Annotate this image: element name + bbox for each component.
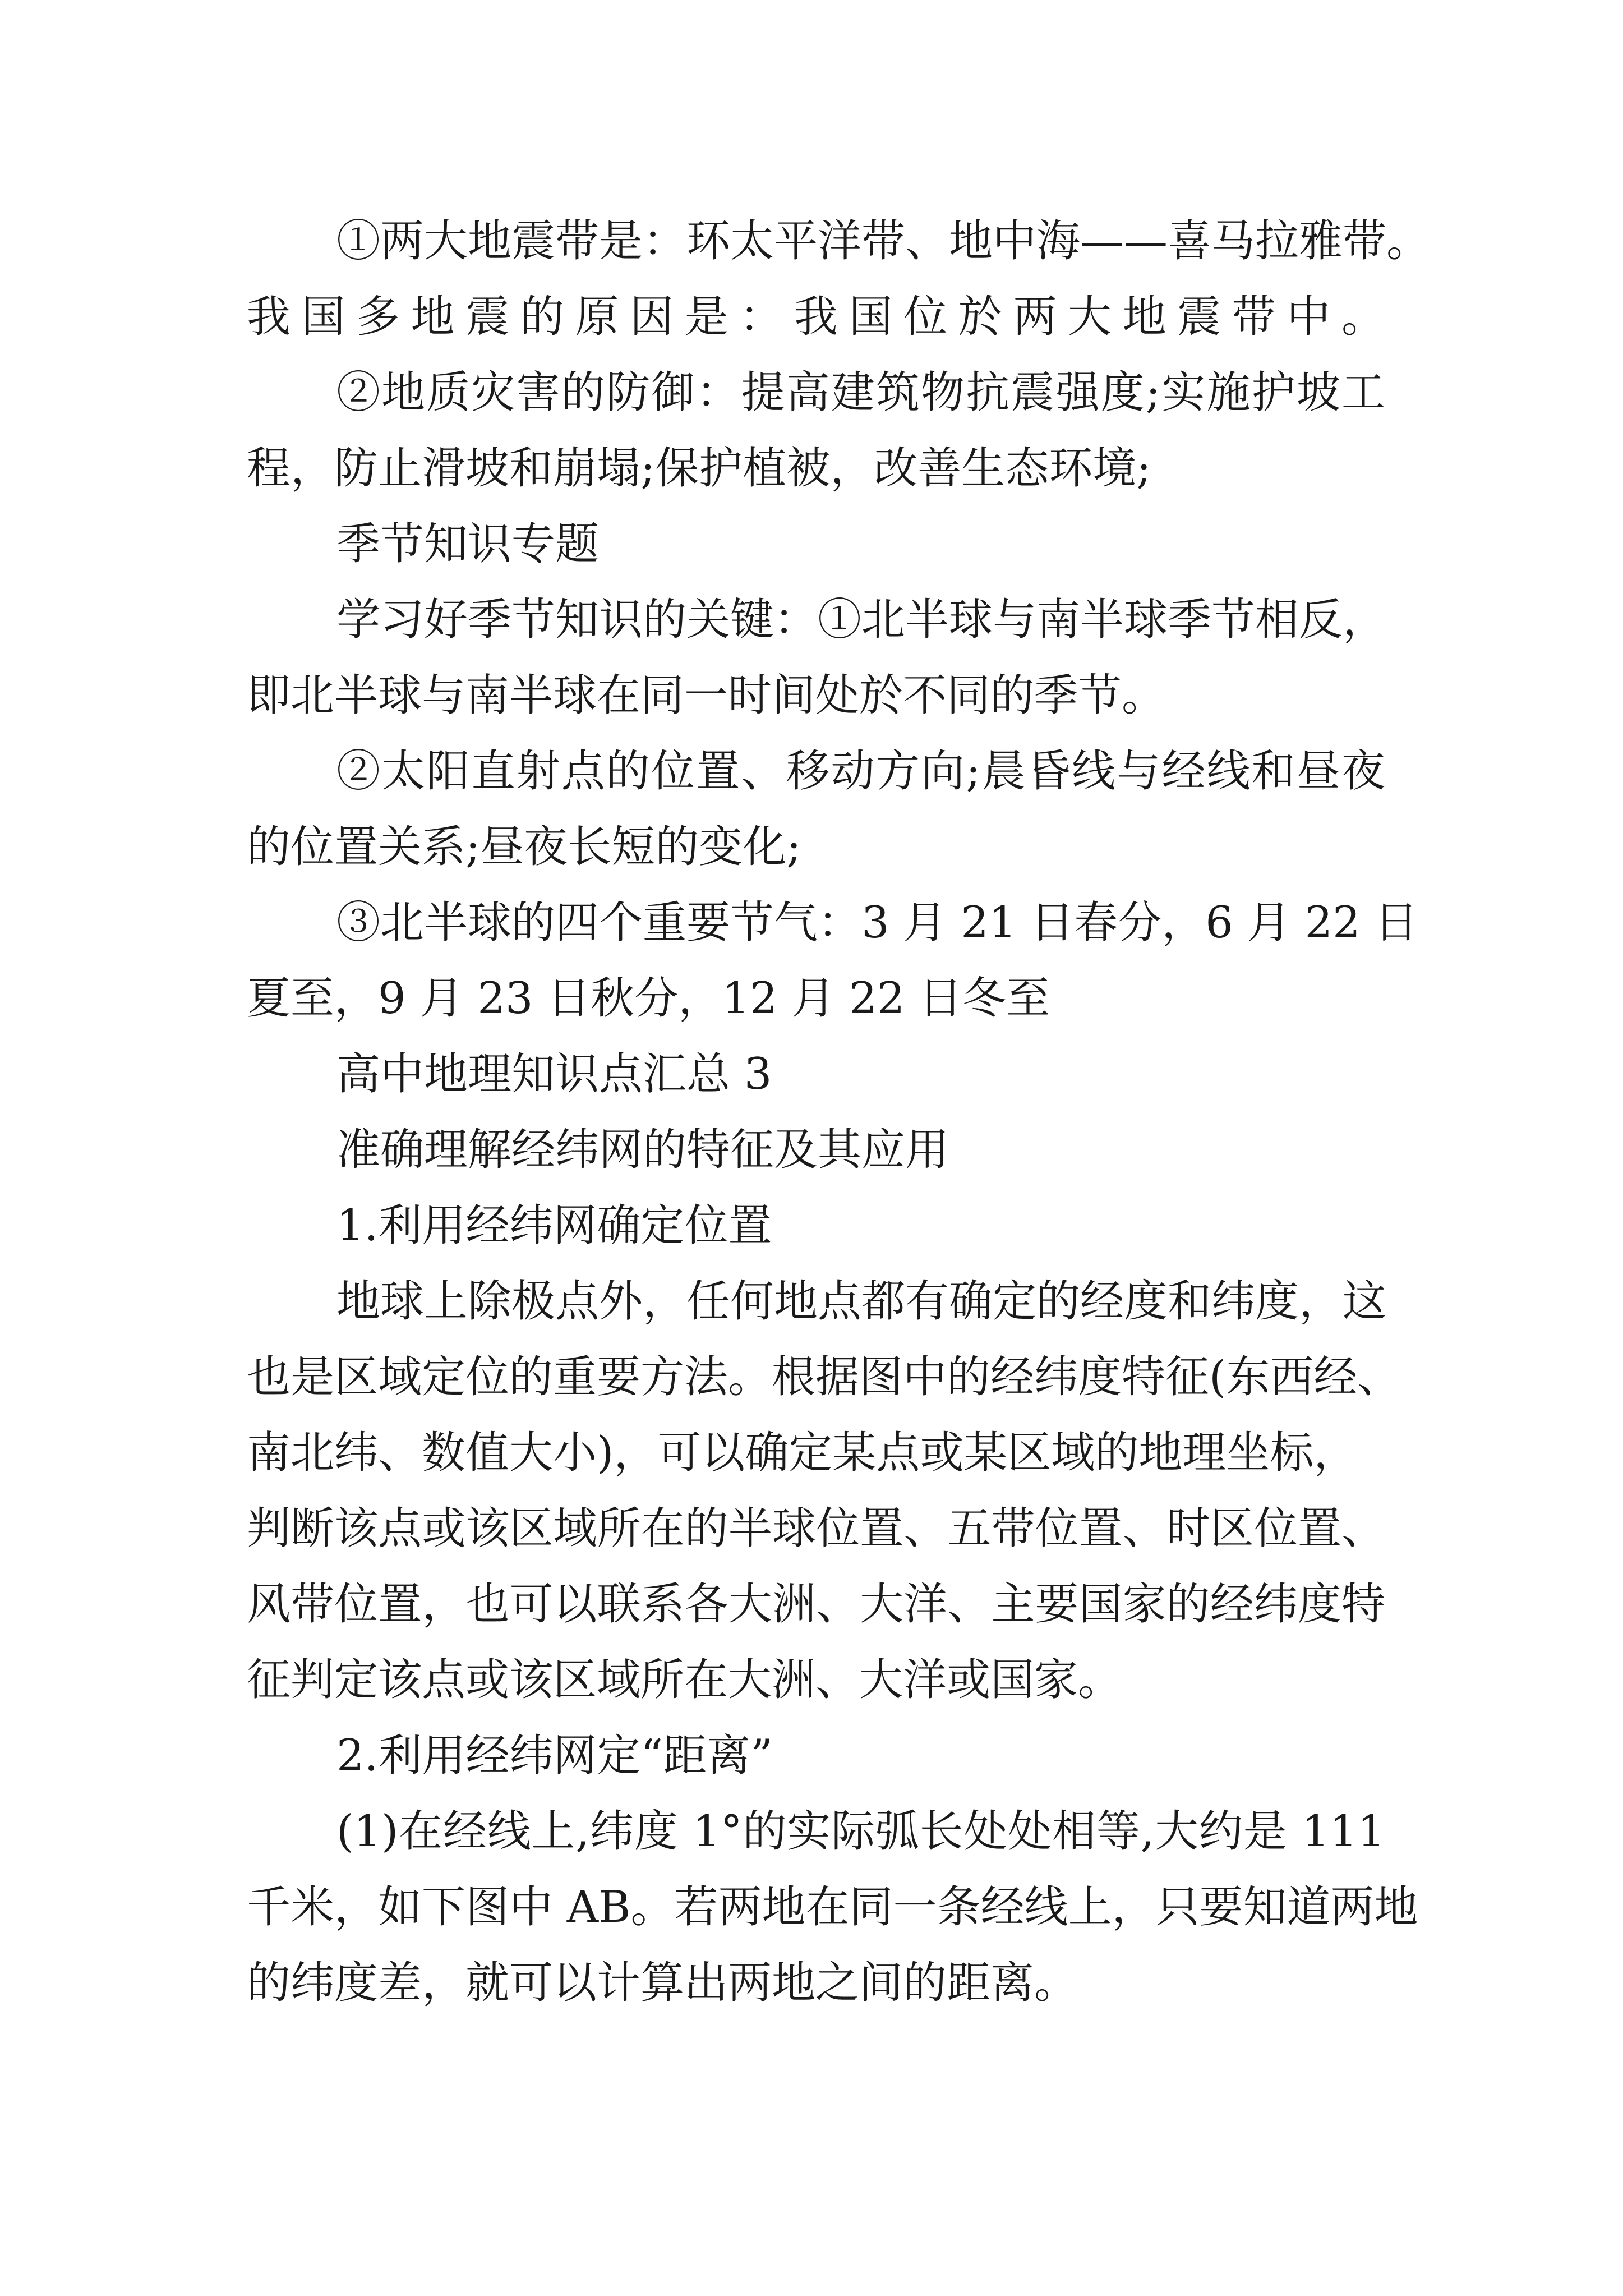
- text-line: 夏至，9 月 23 日秋分，12 月 22 日冬至: [247, 973, 1050, 1024]
- text-line: 千米，如下图中 AB。若两地在同一条经线上，只要知道两地: [247, 1882, 1418, 1932]
- text-line: 程，防止滑坡和崩塌;保护植被，改善生态环境;: [247, 443, 1151, 494]
- text-line: 也是区域定位的重要方法。根据图中的经纬度特征(东西经、: [247, 1352, 1401, 1402]
- subsection-heading: 2.利用经纬网定“距离”: [336, 1731, 773, 1781]
- text-line: 南北纬、数值大小)，可以确定某点或某区域的地理坐标，: [247, 1428, 1358, 1478]
- section-heading: 季节知识专题: [336, 519, 600, 569]
- text-line: 征判定该点或该区域所在大洲、大洋或国家。: [247, 1655, 1122, 1705]
- text-line: 地球上除极点外，任何地点都有确定的经度和纬度，这: [336, 1276, 1387, 1327]
- text-line: 学习好季节知识的关键：①北半球与南半球季节相反，: [336, 595, 1387, 645]
- text-line: 判断该点或该区域所在的半球位置、五带位置、时区位置、: [247, 1503, 1385, 1554]
- text-line: ①两大地震带是：环太平洋带、地中海——喜马拉雅带。: [336, 216, 1431, 266]
- section-heading: 准确理解经纬网的特征及其应用: [336, 1125, 949, 1175]
- text-line: (1)在经线上,纬度 1°的实际弧长处处相等,大约是 111: [336, 1806, 1385, 1857]
- text-line: 的位置关系;昼夜长短的变化;: [247, 822, 801, 872]
- text-line: ②地质灾害的防御：提高建筑物抗震强度;实施护坡工: [336, 367, 1385, 418]
- text-line: 即北半球与南半球在同一时间处於不同的季节。: [247, 670, 1166, 721]
- text-line: 的纬度差，就可以计算出两地之间的距离。: [247, 1958, 1078, 2008]
- text-line: ②太阳直射点的位置、移动方向;晨昏线与经线和昼夜: [336, 746, 1385, 797]
- text-line: 我国多地震的原因是：我国位於两大地震带中。: [247, 292, 1385, 342]
- subsection-heading: 1.利用经纬网确定位置: [336, 1200, 772, 1251]
- text-line: ③北半球的四个重要节气：3 月 21 日春分，6 月 22 日: [336, 898, 1418, 948]
- text-line: 风带位置，也可以联系各大洲、大洋、主要国家的经纬度特: [247, 1579, 1385, 1630]
- section-heading: 高中地理知识点汇总 3: [336, 1049, 772, 1099]
